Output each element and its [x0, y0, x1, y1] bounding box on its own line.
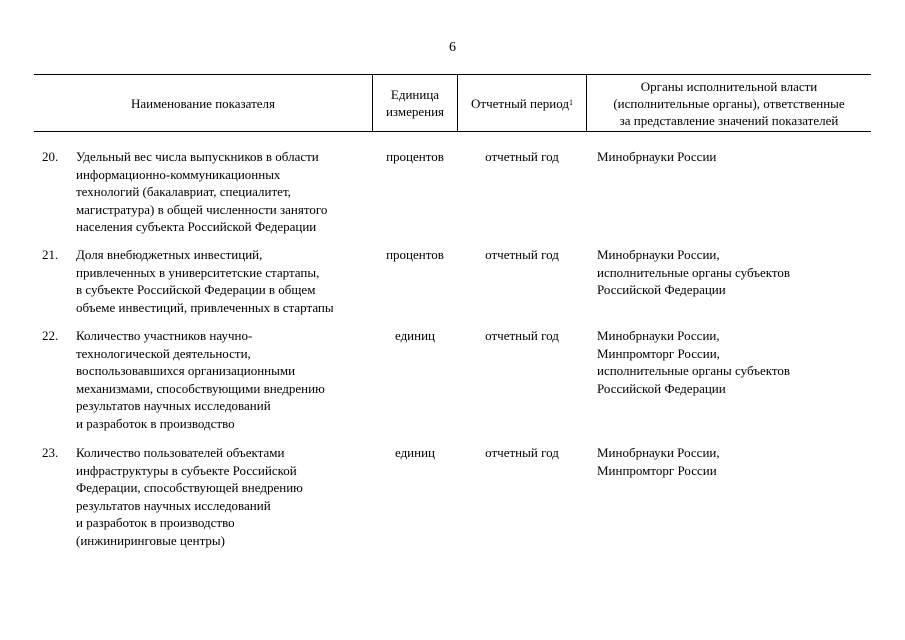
indicators-table — [34, 74, 871, 548]
row-organ: Минобрнауки России — [597, 149, 717, 164]
row-period: отчетный год — [485, 328, 559, 343]
table-header — [34, 74, 871, 132]
row-name: Количество участников научно- технологической деятельности, воспользовавшихся организационными механизмами, способствующими внедрению результатов научных исследований и разработок в производство — [76, 328, 325, 431]
row-period: отчетный год — [485, 247, 559, 262]
row-number: 22. — [42, 328, 59, 343]
header-name: Наименование показателя — [130, 95, 276, 111]
row-period: отчетный год — [485, 149, 559, 164]
row-unit: единиц — [394, 445, 436, 460]
row-organ: Минобрнауки России, Минпромторг России, исполнительные органы субъектов Российской Федерации — [597, 328, 791, 396]
row-period: отчетный год — [485, 445, 559, 460]
row-unit: единиц — [394, 328, 436, 343]
row-number: 21. — [42, 247, 59, 262]
row-unit: процентов — [386, 247, 444, 262]
header-period-label: Отчетный период — [471, 95, 569, 111]
row-name: Удельный вес числа выпускников в области информационно-коммуникационных технологий (бакалавриат, специалитет, магистратура) в общей численности занятого населения субъекта Российской Федерации — [76, 149, 328, 235]
row-number: 20. — [42, 149, 59, 164]
row-number: 23. — [42, 445, 59, 460]
header-unit: Единица измерения — [385, 87, 445, 119]
page-number: 6 — [449, 40, 456, 55]
row-name: Количество пользователей объектами инфраструктуры в субъекте Российской Федерации, способствующей внедрению результатов научных исследований и разработок в производство (инжиниринговые центры) — [76, 445, 303, 548]
row-organ: Минобрнауки России, исполнительные органы субъектов Российской Федерации — [597, 247, 791, 298]
row-organ: Минобрнауки России, Минпромторг России — [597, 445, 720, 478]
header-period: Отчетный период 1 — [471, 95, 573, 111]
row-name: Доля внебюджетных инвестиций, привлеченных в университетские стартапы, в субъекте Российской Федерации в общем объеме инвестиций, привлеченных в стартапы — [76, 247, 334, 315]
row-unit: процентов — [386, 149, 444, 164]
header-organ: Органы исполнительной власти (исполнительные органы), ответственные за представление значений показателей — [613, 78, 845, 128]
